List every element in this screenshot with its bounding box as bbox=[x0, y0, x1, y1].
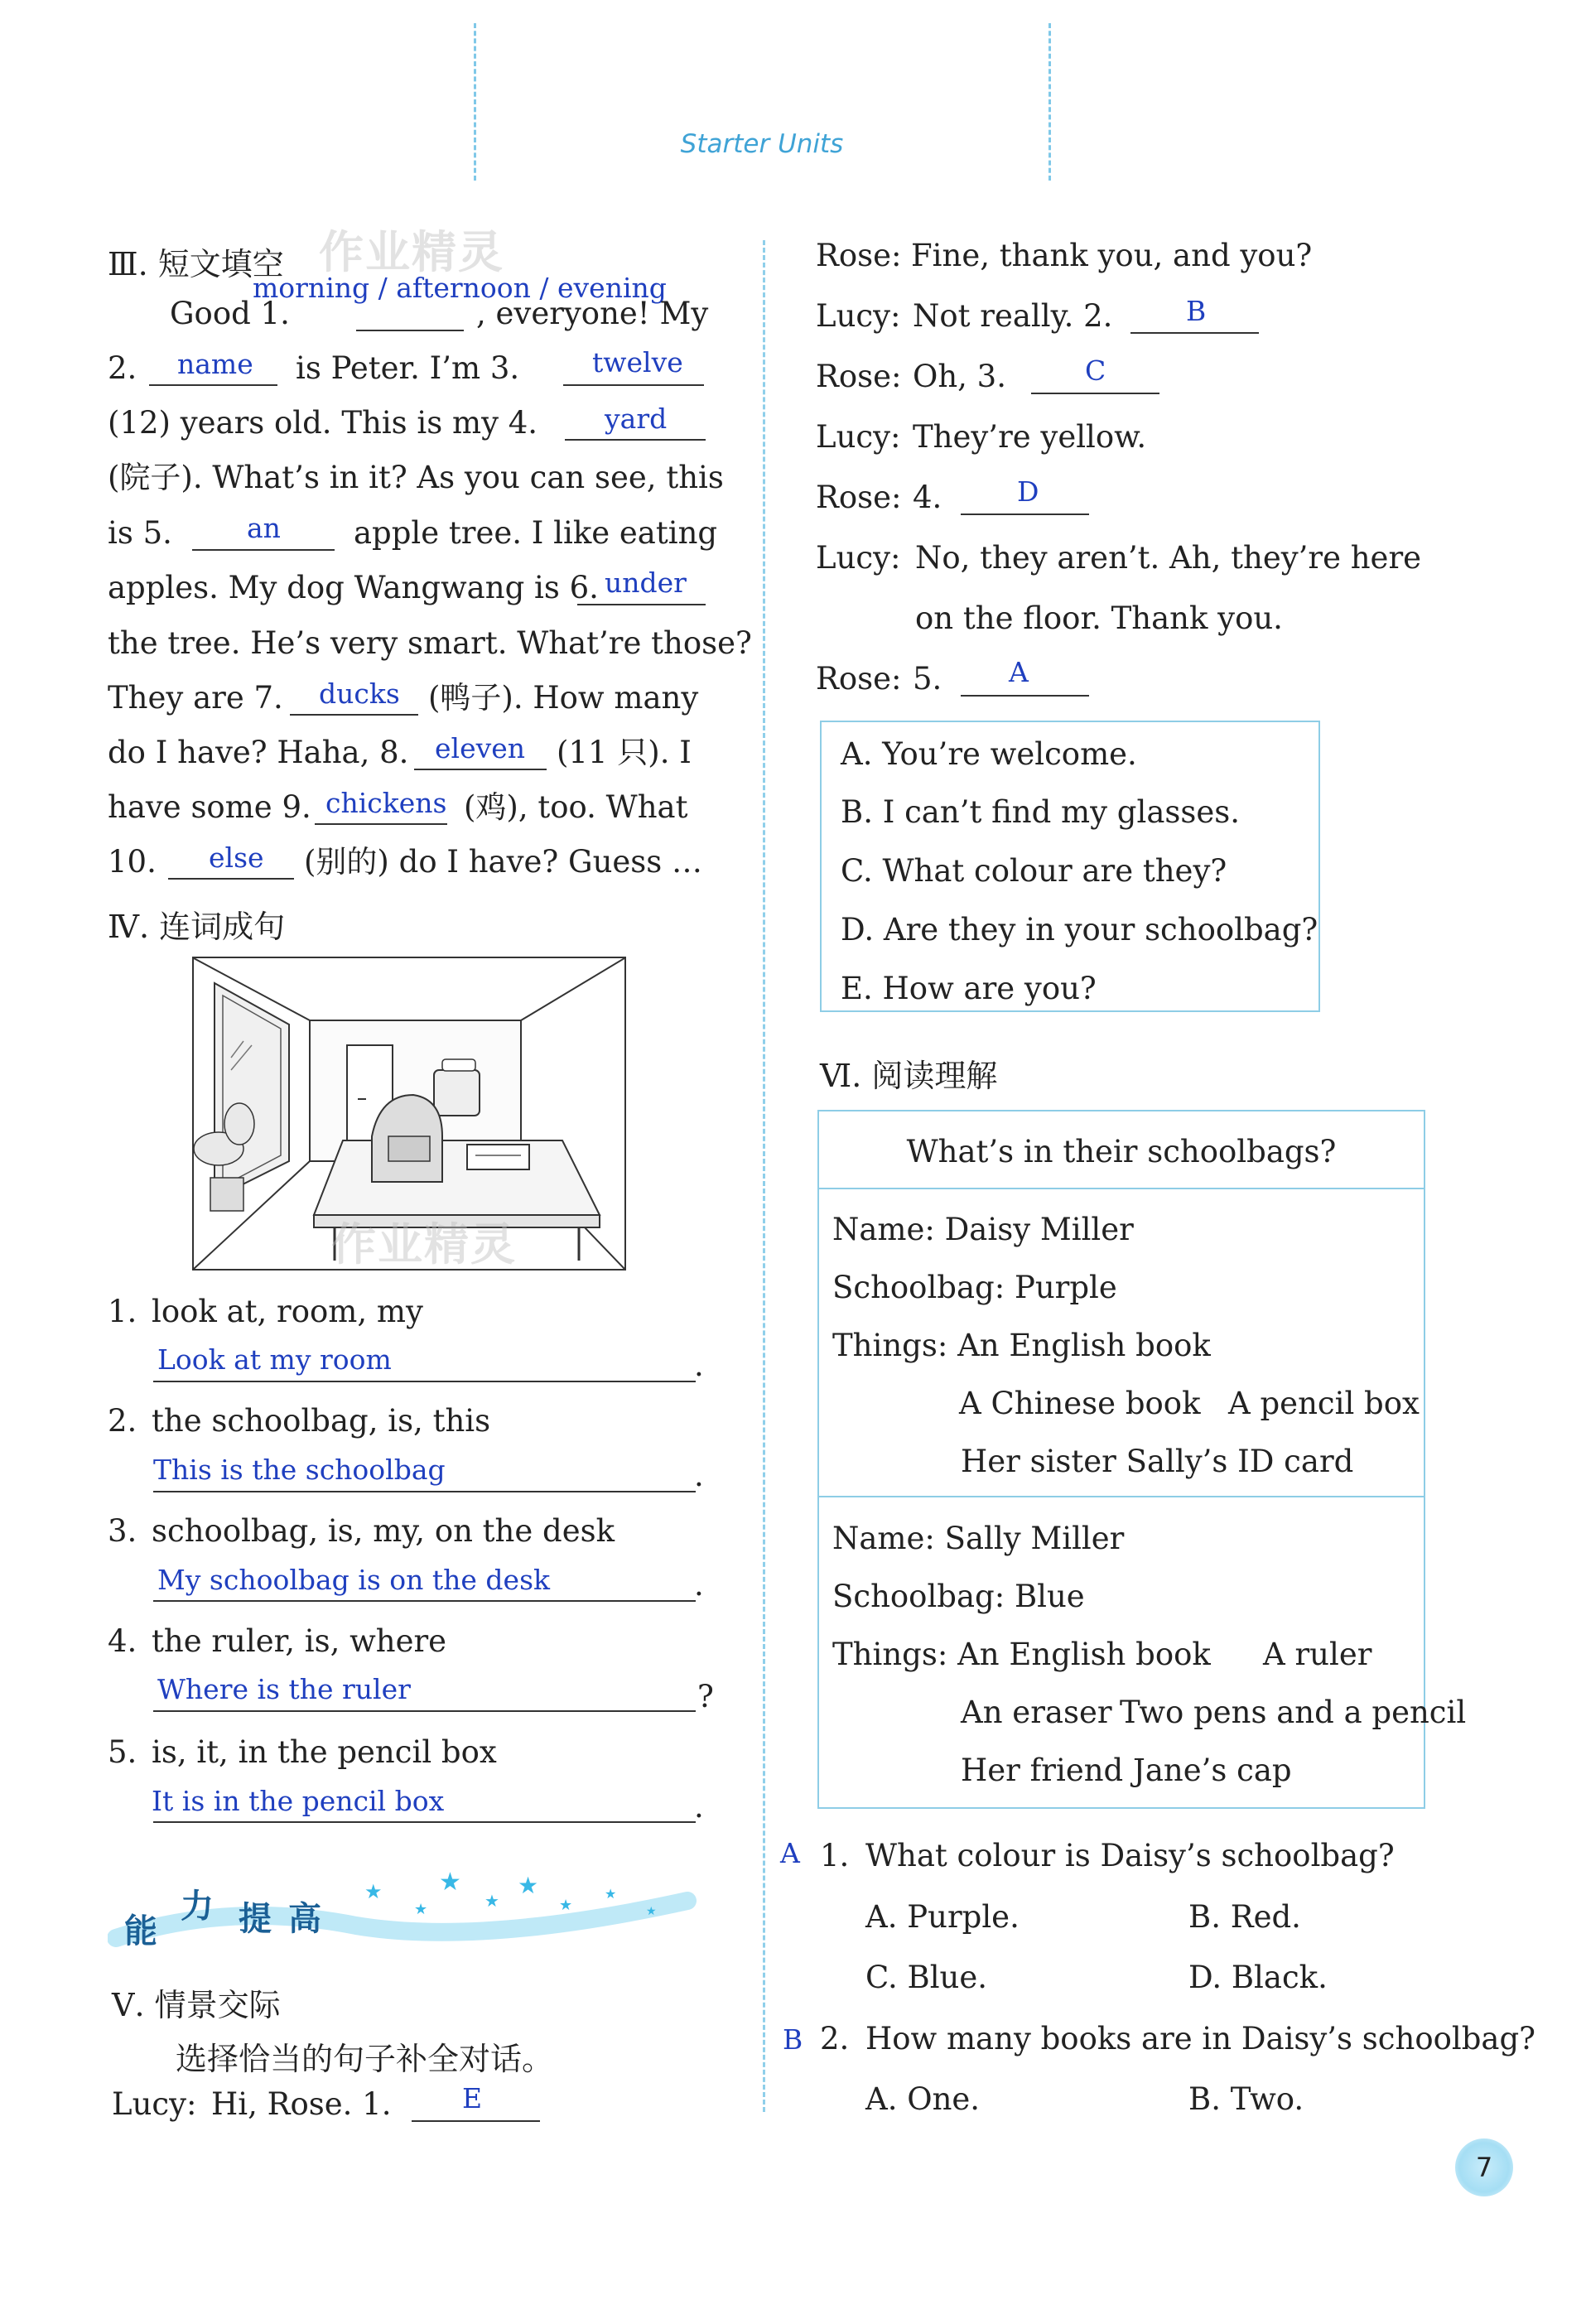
s4-item-3-end: . bbox=[694, 1567, 704, 1603]
blank-3 bbox=[563, 384, 704, 386]
s4-item-5-num: 5. bbox=[108, 1734, 137, 1770]
dialogue-4-answer: C bbox=[1085, 354, 1106, 387]
s3-line-7: the tree. He’s very smart. What’re those? bbox=[108, 625, 752, 661]
s4-item-1-end: . bbox=[694, 1348, 704, 1383]
dialogue-6-speaker: Rose: bbox=[816, 480, 902, 515]
dialogue-8-speaker: Rose: bbox=[816, 661, 902, 697]
daisy-bag: Schoolbag: Purple bbox=[832, 1270, 1117, 1305]
daisy-things: Things: An English book bbox=[832, 1328, 1211, 1363]
blank-9 bbox=[315, 823, 447, 825]
answer-7: ducks bbox=[319, 677, 400, 710]
answer-6: under bbox=[605, 567, 687, 599]
dialogue-6-answer: D bbox=[1017, 475, 1039, 508]
banner-char-1: 能 bbox=[124, 1912, 157, 1950]
sally-name: Name: Sally Miller bbox=[832, 1521, 1125, 1556]
s4-item-5-words: is, it, in the pencil box bbox=[152, 1734, 497, 1770]
s3-line-11-post: (别的) do I have? Guess … bbox=[304, 844, 703, 880]
blank-4 bbox=[565, 439, 706, 441]
dialogue-4-text: Oh, 3. bbox=[913, 359, 1006, 394]
q2-num: 2. bbox=[820, 2021, 850, 2056]
dialogue-4-blank bbox=[1031, 393, 1159, 394]
banner-char-2: 力 bbox=[181, 1888, 214, 1926]
table-divider bbox=[817, 1188, 1425, 1189]
answer-10: else bbox=[209, 841, 264, 874]
star-icon: ★ bbox=[439, 1868, 461, 1897]
s3-line-9-pre: do I have? Haha, 8. bbox=[108, 735, 409, 770]
reading-table-title: What’s in their schoolbags? bbox=[906, 1134, 1337, 1169]
s4-item-4-words: the ruler, is, where bbox=[152, 1623, 447, 1659]
option-c: C. What colour are they? bbox=[841, 853, 1227, 889]
q1-answer: A bbox=[780, 1837, 800, 1869]
ability-banner bbox=[108, 1868, 712, 1959]
q1-text: What colour is Daisy’s schoolbag? bbox=[865, 1838, 1395, 1873]
table-divider bbox=[817, 1496, 1425, 1497]
s3-line-4: (院子). What’s in it? As you can see, this bbox=[108, 460, 724, 495]
dialogue-6-text: 4. bbox=[913, 480, 942, 515]
section5-title: Ⅴ. 情景交际 bbox=[112, 1987, 281, 2023]
s3-line-8-post: (鸭子). How many bbox=[428, 680, 699, 716]
dialogue-6-blank bbox=[961, 513, 1089, 515]
s4-item-1-answer: Look at my room bbox=[157, 1343, 392, 1376]
option-e: E. How are you? bbox=[841, 971, 1097, 1006]
s4-item-4-end: ? bbox=[697, 1679, 714, 1714]
s3-line-3: (12) years old. This is my 4. bbox=[108, 405, 538, 441]
dialogue-7-speaker: Lucy: bbox=[816, 540, 901, 576]
s4-item-4-answer: Where is the ruler bbox=[157, 1673, 411, 1705]
option-a: A. You’re welcome. bbox=[841, 736, 1137, 772]
answer-3: twelve bbox=[592, 346, 683, 378]
q1-option-d: D. Black. bbox=[1188, 1960, 1328, 1995]
star-icon: ★ bbox=[518, 1872, 539, 1899]
sally-things-2b: Two pens and a pencil bbox=[1120, 1695, 1467, 1730]
s3-line-1-post: , everyone! My bbox=[476, 296, 709, 331]
dialogue-3-text: Not really. 2. bbox=[913, 298, 1113, 334]
s4-item-5-answer: It is in the pencil box bbox=[152, 1785, 445, 1817]
dialogue-7-cont: on the floor. Thank you. bbox=[915, 600, 1283, 636]
q2-option-a: A. One. bbox=[865, 2081, 981, 2117]
section5-instruction: 选择恰当的句子补全对话。 bbox=[176, 2041, 554, 2077]
blank-6 bbox=[577, 604, 706, 605]
dialogue-4-speaker: Rose: bbox=[816, 359, 902, 394]
blank-2 bbox=[149, 384, 277, 386]
dialogue-8-answer: A bbox=[1009, 656, 1029, 688]
s4-item-5-line bbox=[153, 1821, 696, 1823]
s3-line-9-post: (11 只). I bbox=[557, 735, 692, 770]
watermark-2: 作业精灵 bbox=[331, 1218, 517, 1270]
s4-item-5-end: . bbox=[694, 1789, 704, 1825]
sally-things-2a: An eraser bbox=[961, 1695, 1112, 1730]
sally-things-3: Her friend Jane’s cap bbox=[961, 1753, 1292, 1788]
s4-item-2-num: 2. bbox=[108, 1403, 137, 1439]
q1-option-a: A. Purple. bbox=[865, 1899, 1020, 1935]
s4-item-2-end: . bbox=[694, 1458, 704, 1493]
watermark: 作业精灵 bbox=[319, 226, 504, 278]
s3-line-10-pre: have some 9. bbox=[108, 789, 311, 825]
s4-item-2-words: the schoolbag, is, this bbox=[152, 1403, 491, 1439]
s3-line-5-pre: is 5. bbox=[108, 515, 172, 551]
answer-1: morning / afternoon / evening bbox=[253, 272, 667, 304]
q1-num: 1. bbox=[820, 1838, 850, 1873]
s3-line-8-pre: They are 7. bbox=[108, 680, 283, 716]
s4-item-4-num: 4. bbox=[108, 1623, 137, 1659]
q2-text: How many books are in Daisy’s schoolbag? bbox=[865, 2021, 1535, 2056]
s3-line-1-pre: Good 1. bbox=[170, 296, 290, 331]
s4-item-4-line bbox=[153, 1710, 696, 1712]
dialogue-2-text: Fine, thank you, and you? bbox=[911, 238, 1313, 273]
s4-item-3-num: 3. bbox=[108, 1513, 137, 1549]
answer-5: an bbox=[247, 512, 281, 544]
section4-title: Ⅳ. 连词成句 bbox=[108, 909, 286, 945]
s4-item-1-words: look at, room, my bbox=[152, 1294, 423, 1329]
banner-char-4: 高 bbox=[288, 1900, 321, 1938]
s4-item-3-answer: My schoolbag is on the desk bbox=[157, 1564, 551, 1596]
daisy-things-2a: A Chinese book bbox=[959, 1386, 1201, 1421]
dialogue-3-blank bbox=[1130, 332, 1259, 334]
dialogue-3-answer: B bbox=[1186, 295, 1207, 327]
answer-4: yard bbox=[605, 403, 668, 435]
s3-line-10-post: (鸡), too. What bbox=[464, 789, 688, 825]
sally-things-b: A ruler bbox=[1263, 1637, 1372, 1672]
s4-item-3-words: schoolbag, is, my, on the desk bbox=[152, 1513, 615, 1549]
column-divider bbox=[763, 240, 765, 2112]
dialogue-2-speaker: Rose: bbox=[816, 238, 902, 273]
q1-option-c: C. Blue. bbox=[865, 1960, 988, 1995]
option-b: B. I can’t find my glasses. bbox=[841, 794, 1240, 830]
dialogue-1-text: Hi, Rose. 1. bbox=[211, 2086, 392, 2122]
s4-item-1-num: 1. bbox=[108, 1294, 137, 1329]
star-icon: ★ bbox=[559, 1897, 573, 1914]
header-title: Starter Units bbox=[680, 129, 844, 159]
dialogue-5-text: They’re yellow. bbox=[913, 419, 1147, 455]
answer-2: name bbox=[177, 348, 253, 380]
q2-answer: B bbox=[783, 2023, 803, 2056]
s4-item-2-answer: This is the schoolbag bbox=[153, 1454, 446, 1486]
star-icon: ★ bbox=[364, 1880, 383, 1903]
dialogue-5-speaker: Lucy: bbox=[816, 419, 901, 455]
section6-title: Ⅵ. 阅读理解 bbox=[820, 1058, 998, 1094]
daisy-things-3: Her sister Sally’s ID card bbox=[961, 1444, 1354, 1479]
answer-9: chickens bbox=[325, 787, 447, 819]
s3-line-5-post: apple tree. I like eating bbox=[354, 515, 718, 551]
q2-option-b: B. Two. bbox=[1188, 2081, 1304, 2117]
s3-line-11-pre: 10. bbox=[108, 844, 157, 880]
star-icon: ★ bbox=[414, 1901, 428, 1918]
dialogue-1-answer: E bbox=[462, 2082, 483, 2114]
s4-item-1-line bbox=[153, 1381, 696, 1382]
dialogue-1-blank bbox=[412, 2120, 540, 2122]
blank-5 bbox=[192, 549, 335, 551]
dialogue-8-blank bbox=[961, 695, 1089, 697]
dialogue-3-speaker: Lucy: bbox=[816, 298, 901, 334]
daisy-things-2b: A pencil box bbox=[1228, 1386, 1420, 1421]
answer-8: eleven bbox=[435, 732, 526, 764]
s3-line-2-mid: is Peter. I’m 3. bbox=[296, 350, 520, 386]
banner-char-3: 提 bbox=[239, 1900, 272, 1938]
blank-8 bbox=[414, 769, 547, 770]
page-number: 7 bbox=[1455, 2138, 1513, 2196]
sally-bag: Schoolbag: Blue bbox=[832, 1579, 1085, 1614]
daisy-name: Name: Daisy Miller bbox=[832, 1212, 1134, 1247]
sally-things: Things: An English book bbox=[832, 1637, 1211, 1672]
dialogue-7-text: No, they aren’t. Ah, they’re here bbox=[915, 540, 1422, 576]
dialogue-8-text: 5. bbox=[913, 661, 942, 697]
dialogue-1-speaker: Lucy: bbox=[112, 2086, 197, 2122]
star-icon: ★ bbox=[605, 1886, 617, 1902]
blank-1 bbox=[356, 330, 464, 331]
blank-7 bbox=[290, 714, 418, 716]
q1-option-b: B. Red. bbox=[1188, 1899, 1301, 1935]
star-icon: ★ bbox=[646, 1905, 657, 1918]
blank-10 bbox=[168, 878, 294, 880]
section3-title: Ⅲ. 短文填空 bbox=[108, 246, 284, 282]
s3-line-6: apples. My dog Wangwang is 6. bbox=[108, 570, 599, 605]
s3-line-2-pre: 2. bbox=[108, 350, 137, 386]
option-d: D. Are they in your schoolbag? bbox=[841, 912, 1318, 947]
s4-item-2-line bbox=[153, 1491, 696, 1492]
s4-item-3-line bbox=[153, 1600, 696, 1602]
star-icon: ★ bbox=[484, 1891, 499, 1911]
